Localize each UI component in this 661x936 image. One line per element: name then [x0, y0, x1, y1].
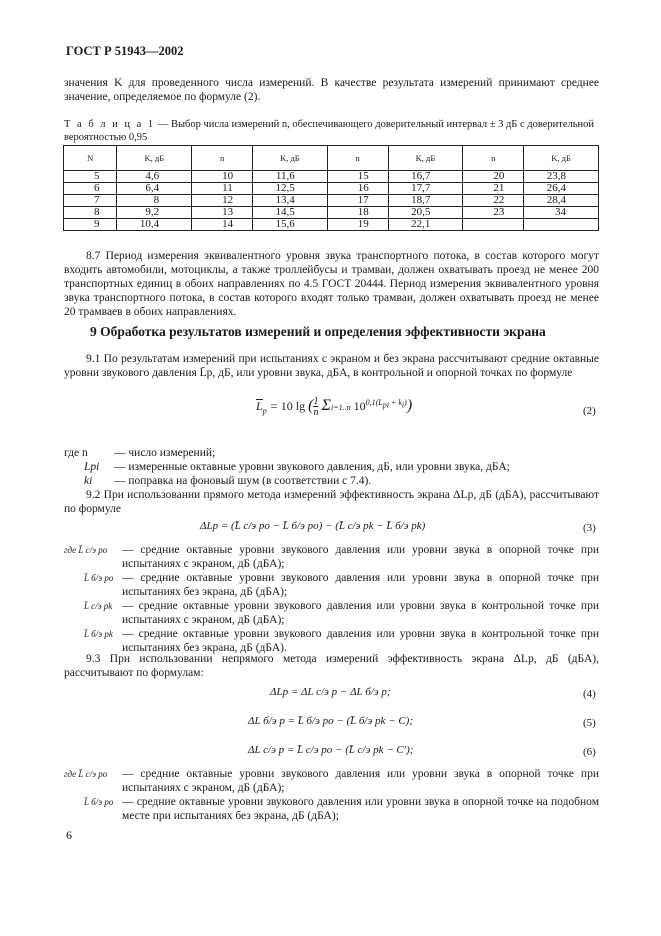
table-cell: 20	[463, 171, 524, 183]
table-cell: 10,4	[117, 219, 192, 231]
table-cell: 9,2	[117, 207, 192, 219]
table-cell: 15	[327, 171, 388, 183]
table-cell: 19	[327, 219, 388, 231]
table-cell: 17,7	[388, 183, 463, 195]
where-2-sym-1: где n	[64, 447, 88, 459]
where3-text: — средние октавные уровни звукового давления или уровни звука в опорной точке при испытаниях с экраном, дБ (дБА);	[122, 544, 599, 570]
table-cell: 4,6	[117, 171, 192, 183]
where3-symbol: L̄ с/э pk	[84, 601, 113, 611]
table-caption-prefix: Т а б л и ц а 1	[64, 119, 156, 130]
table-header-row	[64, 146, 599, 171]
paragraph-9-1: 9.1 По результатам измерений при испытаниях с экраном и без экрана рассчитывают средние октавные уровни звукового давления L̄p, дБ, или уровни звука, дБА, в контрольной и опорной точках по формуле	[64, 353, 599, 379]
formula-6: ΔL с/э p = L̄ с/э po − (L̄ с/э pk − C′);	[248, 744, 414, 756]
table-cell: 15,6	[253, 219, 328, 231]
page-number: 6	[66, 828, 72, 842]
table-cell: 16	[327, 183, 388, 195]
table-cell: 13	[192, 207, 253, 219]
formula-4: ΔLp = ΔL с/э p − ΔL б/э p;	[270, 686, 391, 698]
table-cell: 18,7	[388, 195, 463, 207]
formula-2-number: (2)	[583, 405, 596, 417]
table-header-cell: K, дБ	[253, 146, 328, 171]
table-cell: 8	[117, 195, 192, 207]
formula-3-number: (3)	[583, 522, 596, 534]
table-cell: 18	[327, 207, 388, 219]
where3-text: — средние октавные уровни звукового давления или уровни звука в контрольной точке при испытаниях с экраном, дБ (дБА);	[122, 600, 599, 626]
table-cell: 5	[64, 171, 117, 183]
table-cell: 23,8	[524, 171, 599, 183]
paragraph-8-7: 8.7 Период измерения эквивалентного уровня звука транспортного потока, в состав которого могут входить автомобили, мотоциклы, а также троллейбусы и трамваи, должен охватывать проезд не менее 200 транспортных единиц в обоих направлениях по 4.5 ГОСТ 20444. Период измерения эквивалентного уровня звука транспортного потока, в состав которого входят только трамваи, должен охватывать проезд не менее 20 трамваев в обоих направлениях.	[64, 250, 599, 318]
table-cell: 11,6	[253, 171, 328, 183]
where-2-text-3: — поправка на фоновый шум (в соответствии с 7.4).	[114, 475, 372, 487]
table-cell: 21	[463, 183, 524, 195]
section-9-title: 9 Обработка результатов измерений и определения эффективности экрана	[90, 324, 546, 339]
where-2-sym-3: ki	[84, 475, 93, 487]
table-header-cell: K, дБ	[117, 146, 192, 171]
table-row	[64, 183, 599, 195]
where4-text: — средние октавные уровни звукового давления или уровни звука в опорной точке при испытаниях с экраном, дБ (дБА);	[122, 768, 599, 794]
where-2-sym-2: Lpi	[84, 461, 100, 473]
table-header-cell: n	[327, 146, 388, 171]
where-2-text-1: — число измерений;	[114, 447, 216, 459]
where4-symbol: L̄ б/э po	[84, 797, 114, 807]
table-cell	[524, 219, 599, 231]
where3-symbol: L̄ б/э po	[84, 573, 114, 583]
table-caption	[64, 118, 599, 144]
document-header: ГОСТ Р 51943—2002	[66, 44, 184, 58]
table-cell: 7	[64, 195, 117, 207]
where-2-text-2: — измеренные октавные уровни звукового давления, дБ, или уровни звука, дБА;	[114, 461, 510, 473]
where3-text: — средние октавные уровни звукового давления или уровни звука в контрольной точке при испытаниях без экрана, дБ (дБА).	[122, 628, 599, 654]
table-cell: 10	[192, 171, 253, 183]
table-cell: 26,4	[524, 183, 599, 195]
paragraph-9-3: 9.3 При использовании непрямого метода измерений эффективность экрана ΔLp, дБ (дБА), рассчитывают по формулам:	[64, 653, 599, 679]
table-cell: 12	[192, 195, 253, 207]
table-cell	[463, 219, 524, 231]
table-cell: 34	[524, 207, 599, 219]
table-cell: 22	[463, 195, 524, 207]
table-header-cell: K, дБ	[524, 146, 599, 171]
table-header-cell: n	[463, 146, 524, 171]
formula-5-number: (5)	[583, 717, 596, 729]
where4-symbol: где L̄ с/э po	[64, 769, 108, 779]
table-cell: 14,5	[253, 207, 328, 219]
table-cell: 20,5	[388, 207, 463, 219]
table-cell: 28,4	[524, 195, 599, 207]
table-header-cell: K, дБ	[388, 146, 463, 171]
table-cell: 12,5	[253, 183, 328, 195]
paragraph-9-2: 9.2 При использовании прямого метода измерений эффективность экрана ΔLp, дБ (дБА), рассчитывают по формуле	[64, 489, 599, 515]
table-row	[64, 195, 599, 207]
table-header-cell: N	[64, 146, 117, 171]
table-cell: 23	[463, 207, 524, 219]
where4-text: — средние октавные уровни звукового давления или уровни звука в опорной точке на подобном месте при испытаниях без экрана, дБ (дБА);	[122, 796, 599, 822]
table-caption-text: — Выбор числа измерений n, обеспечивающего доверительный интервал ± 3 дБ с доверительной вероятностью 0,95	[64, 119, 595, 143]
intro-paragraph: значения K для проведенного числа измерений. В качестве результата измерений принимают среднее значение, определяемое по формуле (2).	[64, 77, 599, 103]
table-cell: 6,4	[117, 183, 192, 195]
table-cell: 17	[327, 195, 388, 207]
table-cell: 22,1	[388, 219, 463, 231]
table-cell: 11	[192, 183, 253, 195]
formula-5: ΔL б/э p = L̄ б/э po − (L̄ б/э pk − C);	[248, 715, 414, 727]
formula-4-number: (4)	[583, 688, 596, 700]
table-row	[64, 219, 599, 231]
measurement-count-table	[63, 145, 599, 231]
formula-3: ΔLp = (L̄ с/э po − L̄ б/э po) − (L̄ с/э pk − L̄ б/э pk)	[200, 520, 426, 532]
formula-2: $L_p = 10$ lg (1 n Σi=1..n $10^{0,1(L_{pi} + k_i)}$)	[256, 396, 413, 419]
table-cell: 16,7	[388, 171, 463, 183]
table-cell: 13,4	[253, 195, 328, 207]
where3-text: — средние октавные уровни звукового давления или уровни звука в опорной точке при испытаниях без экрана, дБ (дБА);	[122, 572, 599, 598]
table-row	[64, 171, 599, 183]
table-row	[64, 207, 599, 219]
table-header-cell: n	[192, 146, 253, 171]
formula-6-number: (6)	[583, 746, 596, 758]
where3-symbol: где L̄ с/э po	[64, 545, 108, 555]
table-cell: 6	[64, 183, 117, 195]
table-cell: 9	[64, 219, 117, 231]
table-cell: 8	[64, 207, 117, 219]
table-cell: 14	[192, 219, 253, 231]
where3-symbol: L̄ б/э pk	[84, 629, 113, 639]
